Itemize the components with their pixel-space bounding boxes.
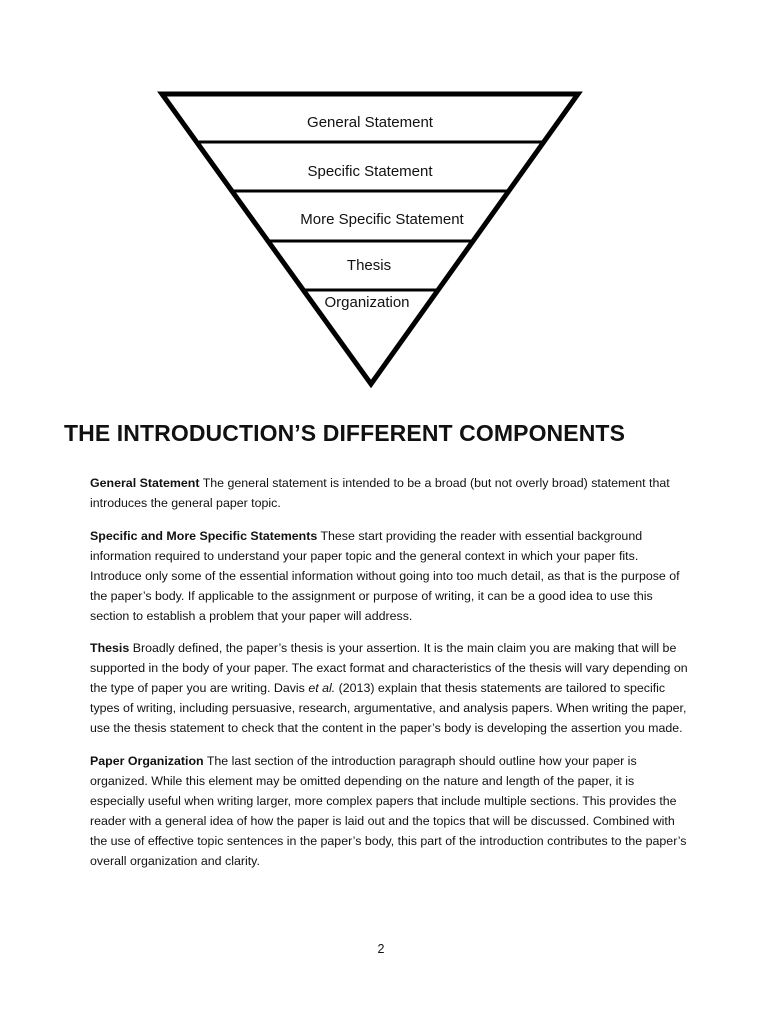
term-specific-statements: Specific and More Specific Statements — [90, 528, 318, 543]
funnel-level-thesis: Thesis — [346, 257, 392, 274]
text-specific-statements: These start providing the reader with essential background information required to understand your paper topic and the general context in which your paper fits. Introduce only some of the essential information without going into too much detail, as that is the purpose of the paper’s body. If applicable to the assignment or purpose of writing, it can be a good idea to use this section to establish a problem that your paper will address. — [90, 528, 680, 623]
paragraph-general-statement — [90, 473, 690, 513]
funnel-level-more-specific-statement: More Specific Statement — [300, 211, 464, 228]
body-text — [90, 473, 690, 883]
funnel-level-specific-statement: Specific Statement — [307, 163, 433, 180]
text-general-statement: The general statement is intended to be a broad (but not overly broad) statement that introduces the general paper topic. — [90, 476, 670, 510]
term-paper-organization: Paper Organization — [90, 753, 204, 768]
paragraph-thesis — [90, 638, 690, 738]
page-number: 2 — [377, 942, 385, 956]
text-thesis-italic: et al. — [308, 681, 336, 695]
paragraph-specific-statements — [90, 526, 690, 626]
term-thesis: Thesis — [90, 641, 130, 655]
funnel-level-organization: Organization — [324, 294, 410, 311]
introduction-funnel-diagram — [0, 0, 768, 400]
text-paper-organization: The last section of the introduction paragraph should outline how your paper is organized. While this element may be omitted depending on the nature and length of the paper, it is especially useful when writing larger, more complex papers that include multiple sections. This provides the reader with a general idea of how the paper is laid out and the topics that will be discussed. Combined with the use of effective topic sentences in the paper’s body, this part of the introduction contributes to the paper’s overall organization and clarity. — [90, 753, 687, 868]
text-thesis-part-2: (2013) explain that thesis statements are tailored to specific types of writing, including persuasive, research, argumentative, and analysis papers. When writing the paper, use the thesis statement to check that the content in the paper’s body is developing the assertion you made. — [90, 681, 687, 735]
text-thesis-part-1: Broadly defined, the paper’s thesis is your assertion. It is the main claim you are making that will be supported in the body of your paper. The exact format and characteristics of the thesis will vary depending on the type of paper you are writing. Davis — [90, 641, 688, 695]
paragraph-paper-organization — [90, 751, 690, 871]
term-general-statement: General Statement — [90, 476, 200, 490]
section-heading: THE INTRODUCTION’S DIFFERENT COMPONENTS — [64, 420, 626, 446]
funnel-triangle — [162, 94, 578, 384]
funnel-level-general-statement: General Statement — [307, 114, 433, 131]
